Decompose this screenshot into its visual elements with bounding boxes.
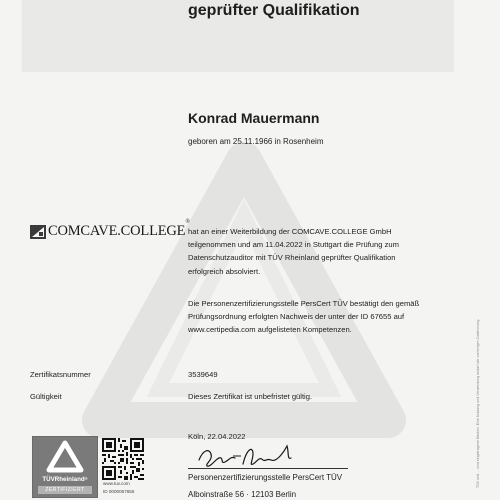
certificate-number-value: 3539649 [188,370,218,379]
statement-line: Die Personenzertifizierungsstelle PersCert TÜV bestätigt den gemäß [188,299,420,308]
statement-paragraph-1 [188,225,450,278]
certificate-headline: geprüfter Qualifikation [188,2,360,19]
issuer-address: Alboinstraße 56 · 12103 Berlin [188,490,297,499]
statement-line: erfolgreich absolviert. [188,266,261,276]
statement-paragraph-2 [188,297,450,337]
validity-value: Dieses Zertifikat ist unbefristet gültig. [188,392,313,401]
statement-line: hat an einer Weiterbildung der COMCAVE.COLLEGE GmbH [188,227,392,236]
validity-label: Gültigkeit [30,392,62,401]
holder-birth-info: geboren am 25.11.1966 in Rosenheim [188,137,324,146]
tuv-certified-seal [32,436,98,498]
provider-logo [30,219,190,240]
tuv-triangle-icon [33,437,97,477]
statement-line: Datenschutzauditor mit TÜV Rheinland geprüfter Qualifikation [188,253,396,263]
handwritten-signature [195,444,305,470]
statement-line: Prüfungsordnung erfolgten Nachweis der unter der ID 67655 auf [188,312,405,322]
qr-code-icon [102,438,144,480]
statement-line: teilgenommen und am 11.04.2022 in Stuttgart die Prüfung zum [188,240,399,250]
issuer-name: Personenzertifizierungsstelle PersCert TÜV [188,473,343,482]
seal-url: www.tuv.com [103,481,130,486]
comcave-logo-mark-icon [30,225,46,239]
holder-name: Konrad Mauermann [188,110,320,126]
statement-line: www.certipedia.com aufgelisteten Kompetenzen. [188,325,352,335]
provider-logo-text: COMCAVE.COLLEGE® [48,219,190,239]
seal-brand-text: TÜVRheinland® [42,476,88,483]
signature-line [188,468,348,469]
place-and-date: Köln, 22.04.2022 [188,432,246,441]
seal-id: ID 0000067655 [103,489,135,494]
trademark-note: TÜV und ... sind eingetragene Marken. Eine Nutzung und Verwendung bedarf der vorherigen Zustimmung. [476,318,480,488]
seal-status-text: ZERTIFIZIERT [38,486,92,494]
certificate-number-label: Zertifikatsnummer [30,370,91,379]
